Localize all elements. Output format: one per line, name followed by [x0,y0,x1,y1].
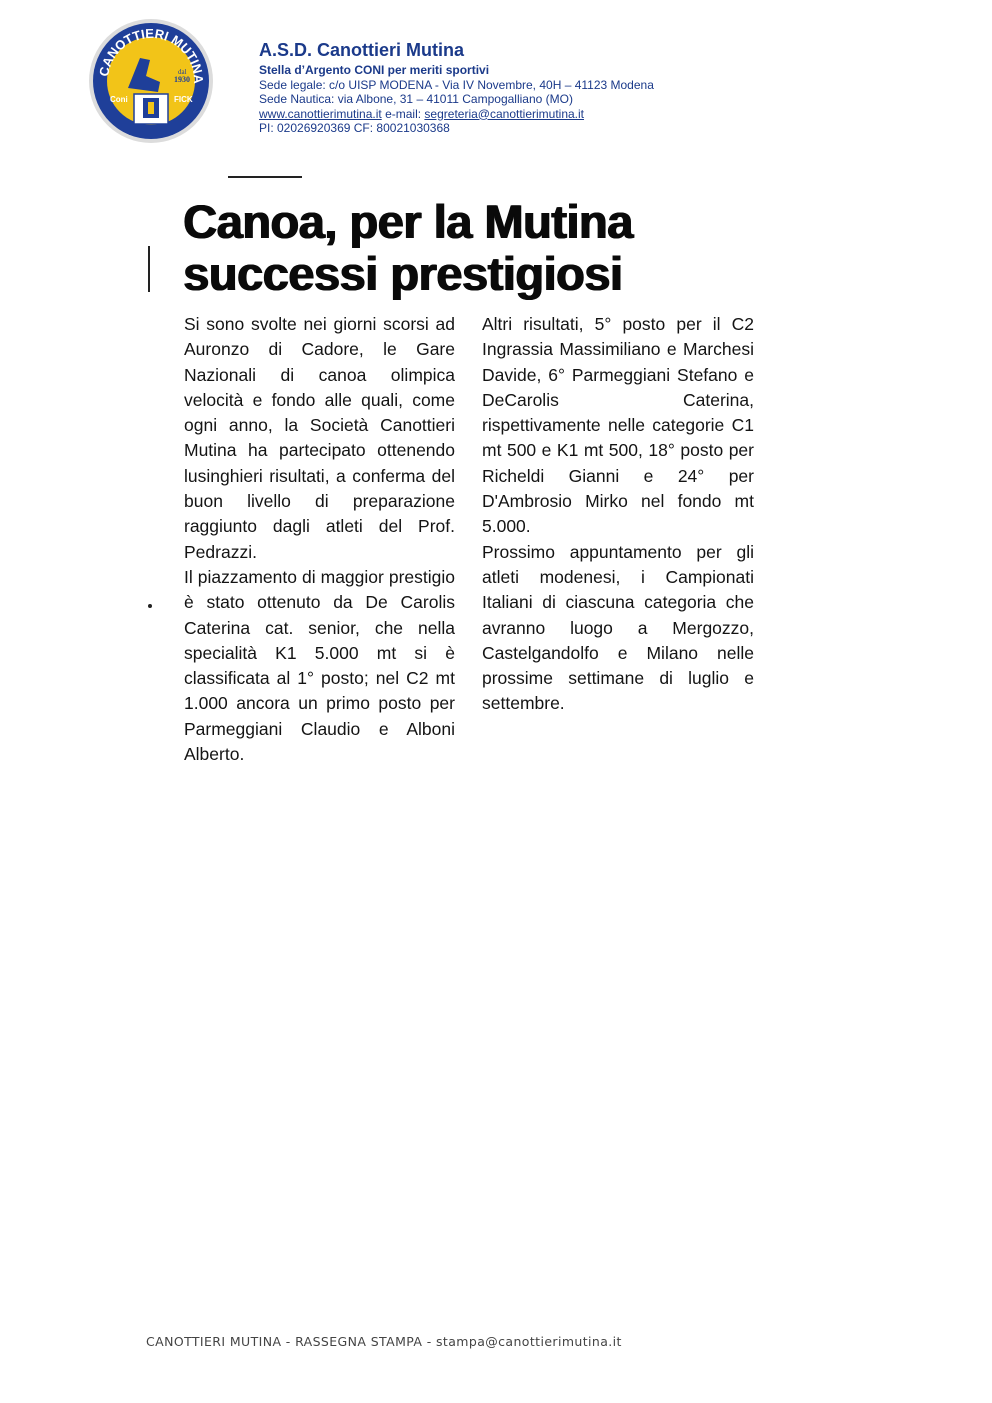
website-link[interactable]: www.canottierimutina.it [259,106,382,121]
article-paragraph: Altri risultati, 5° posto per il C2 Ingrassia Massimiliano e Marchesi Davide, 6° Parmeggiani Stefano e DeCarolis Caterina, rispettivamente nelle categorie C1 mt 500 e K1 mt 500, 18° posto per Richeldi Gianni e 24° per D'Ambrosio Mirko nel fondo mt 5.000. [482,314,754,537]
article-column-2 [482,312,754,717]
article-column-1 [184,312,455,767]
clipping-dot [148,604,152,608]
logo-ring-text: CANOTTIERI MUTINA [96,25,207,85]
article-paragraph: Si sono svolte nei giorni scorsi ad Auronzo di Cadore, le Gare Nazionali di canoa olimpica velocità e fondo alle quali, come ogni anno, la Società Canottieri Mutina ha partecipato ottenendo lusinghieri risultati, a conferma del buon livello di preparazione raggiunto dagli atleti del Prof. Pedrazzi. [184,314,455,562]
letterhead [259,40,859,136]
headline-line-2: successi prestigiosi [183,247,623,300]
logo-badge-right: FICK [174,95,193,104]
tax-ids-line: PI: 02026920369 CF: 80021030368 [259,121,450,135]
clipping-edge-mark [148,246,150,292]
club-logo [88,18,214,144]
email-label: e-mail: [385,106,422,121]
clipping-dash [228,176,302,178]
nautical-seat-line: Sede Nautica: via Albone, 31 – 41011 Campogalliano (MO) [259,92,573,106]
legal-seat-line: Sede legale: c/o UISP MODENA - Via IV Novembre, 40H – 41123 Modena [259,77,654,92]
award-line: Stella d’Argento CONI per meriti sportivi [259,63,490,77]
contacts-line [259,107,859,122]
article-headline [183,196,743,300]
headline-line-1: Canoa, per la Mutina [183,195,633,248]
logo-since-label: dal [178,68,187,76]
logo-since-year: 1930 [174,75,190,84]
email-link[interactable]: segreteria@canottierimutina.it [424,106,585,121]
logo-badge-left: Coni [110,95,128,104]
article-paragraph: Prossimo appuntamento per gli atleti modenesi, i Campionati Italiani di ciascuna categoria che avranno luogo a Mergozzo, Castelgandolfo e Milano nelle prossime settimane di luglio e settembre. [482,541,754,714]
page-footer: CANOTTIERI MUTINA - RASSEGNA STAMPA - stampa@canottierimutina.it [146,1334,622,1349]
org-name: A.S.D. Canottieri Mutina [259,40,465,60]
article-paragraph: Il piazzamento di maggior prestigio è stato ottenuto da De Carolis Caterina cat. senior, che nella specialità K1 5.000 mt si è classificata al 1° posto; nel C2 mt 1.000 ancora un primo posto per Parmeggiani Claudio e Alboni Alberto. [184,566,455,765]
